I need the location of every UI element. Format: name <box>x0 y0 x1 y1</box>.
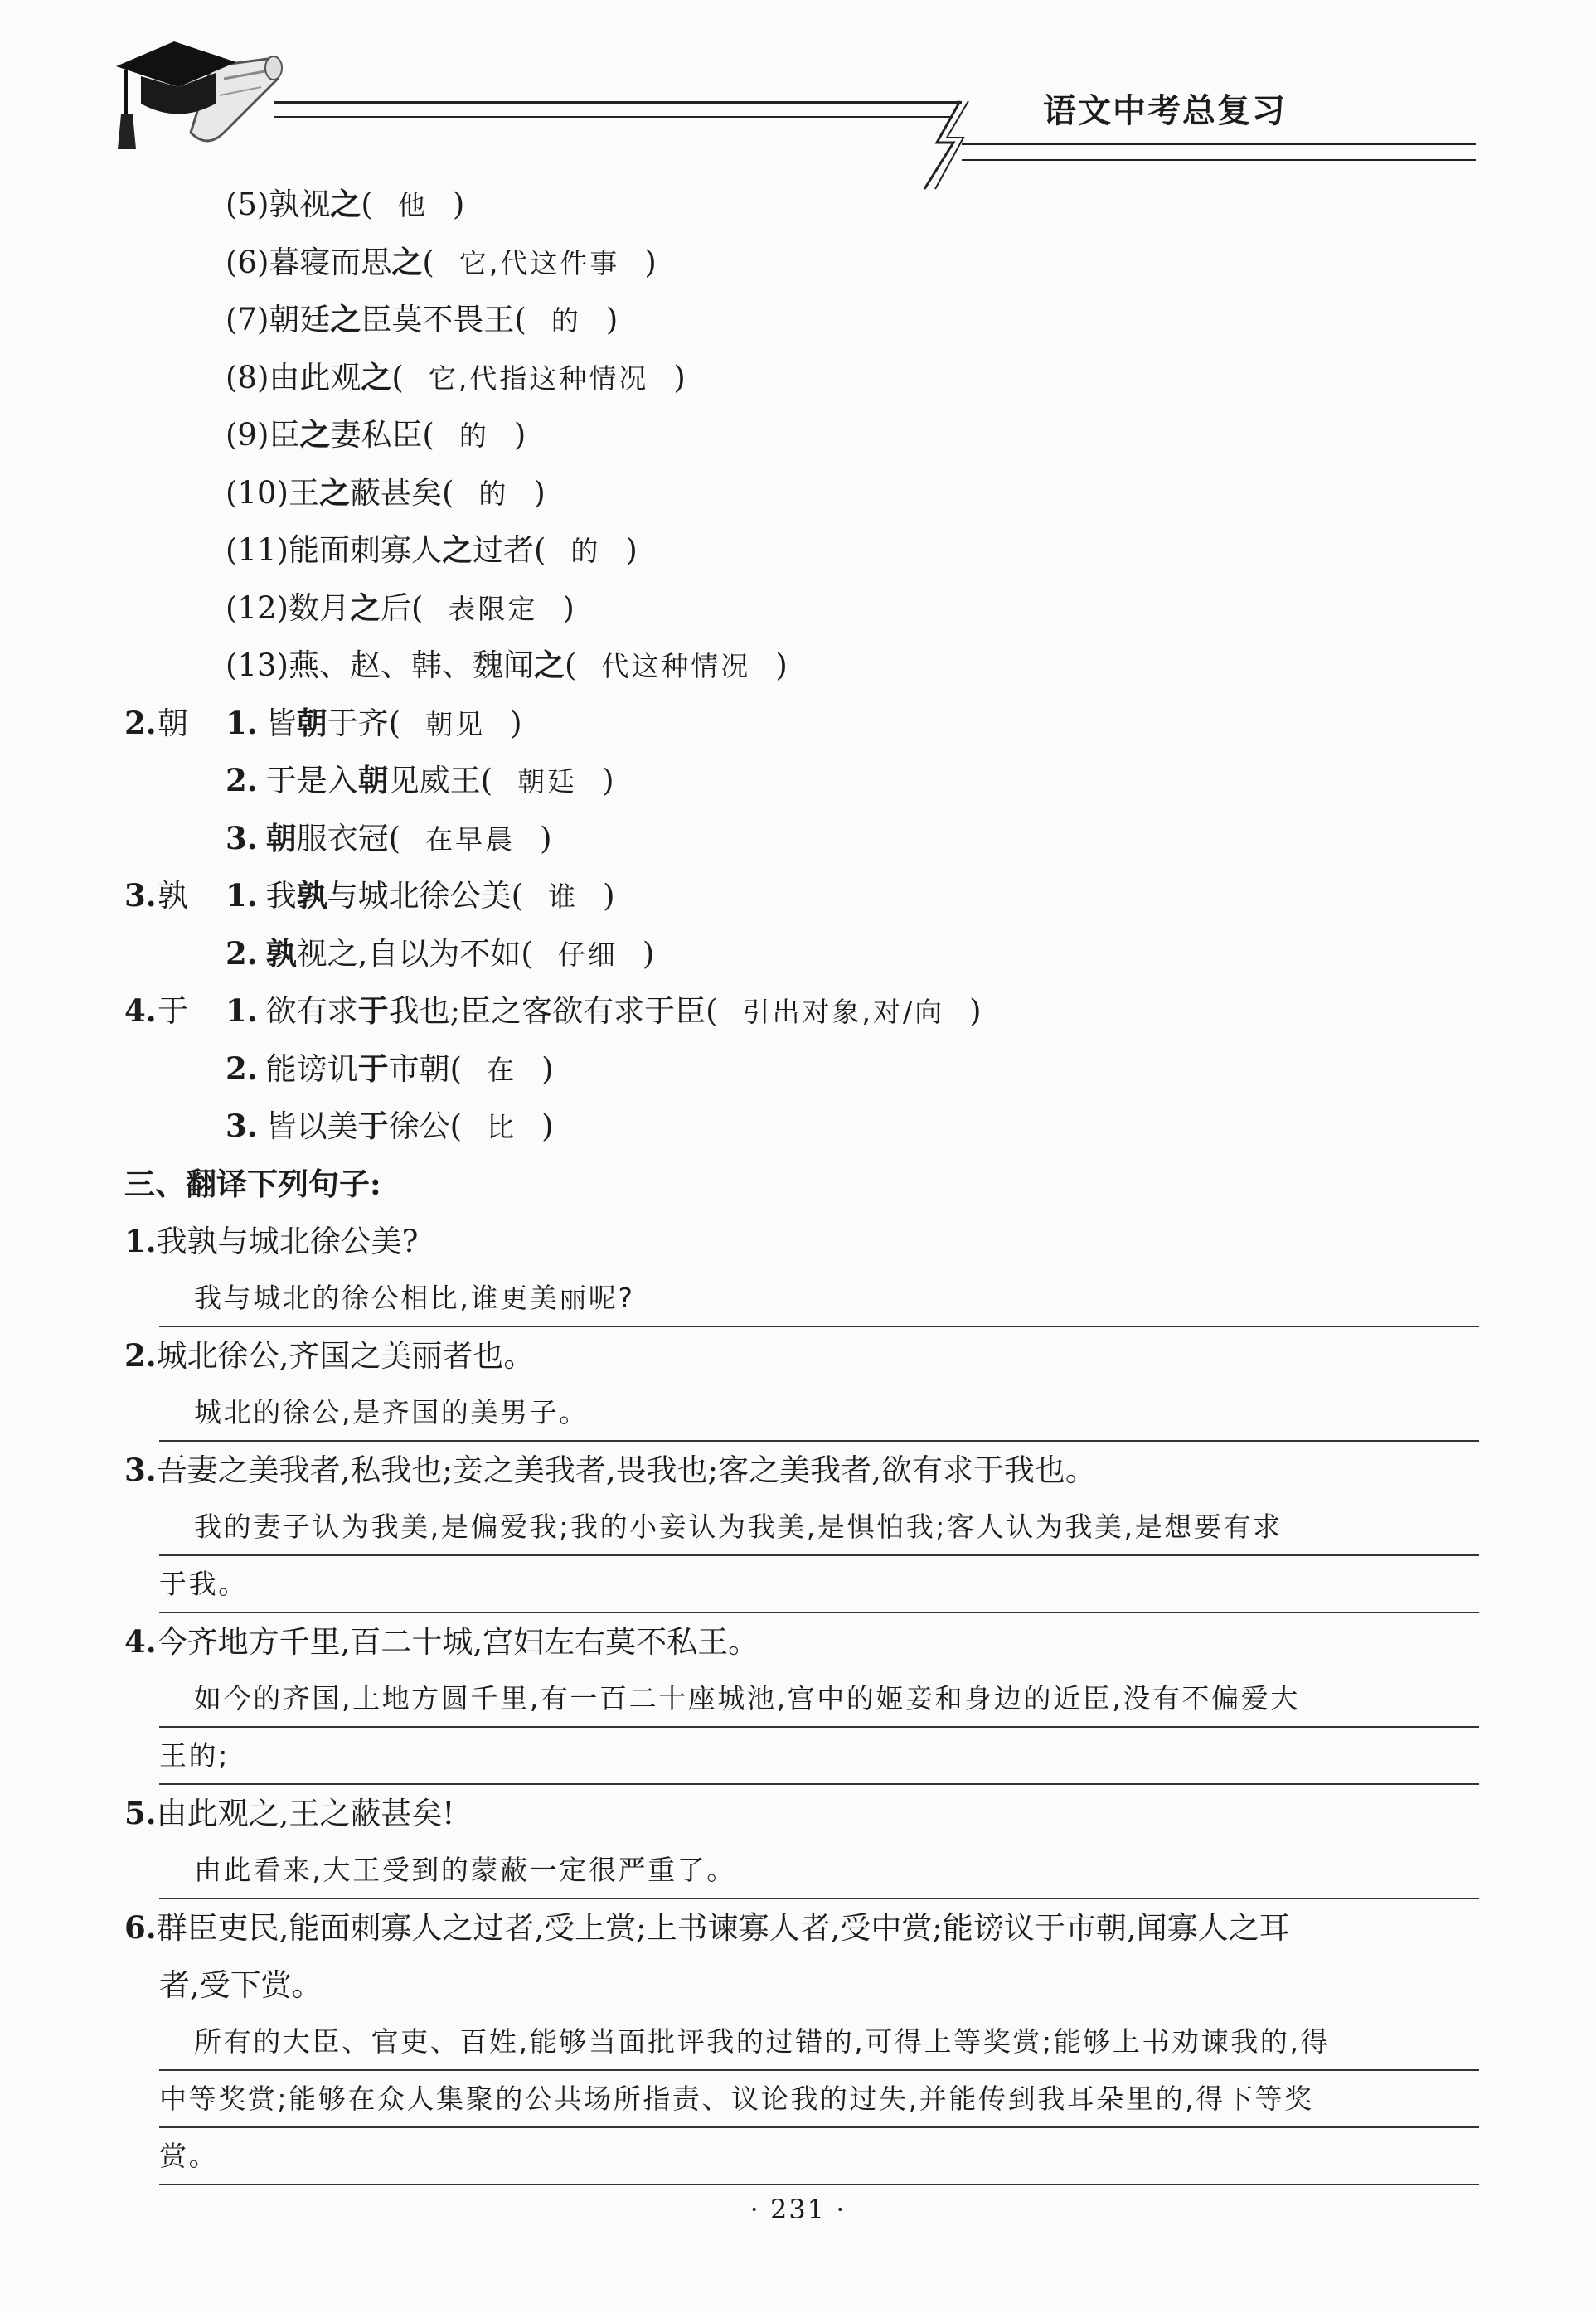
zhi-item <box>124 349 1476 407</box>
word-list <box>124 695 1476 1156</box>
sense-number: 2. <box>226 762 258 798</box>
sentence-post: 与城北徐公美( <box>327 878 524 914</box>
target-word: 于 <box>357 1050 389 1087</box>
question-text: 由此观之,王之蔽甚矣! <box>156 1796 455 1831</box>
question-number: 3. <box>124 1452 157 1488</box>
sentence-post: 臣莫不畏王( <box>361 302 526 337</box>
word-char: 朝 <box>158 705 188 741</box>
sentence-pre: 于是入 <box>265 763 358 798</box>
question-number: 6. <box>124 1909 157 1946</box>
question-text: 城北徐公,齐国之美丽者也。 <box>156 1338 535 1374</box>
sentence-pre: 我 <box>265 878 297 914</box>
close-paren: ) <box>540 820 552 856</box>
sentence-post: 妻私臣( <box>330 417 434 453</box>
answer-text: 我与城北的徐公相比,谁更美丽呢? <box>194 1282 635 1314</box>
question-number: 1. <box>124 1223 157 1259</box>
zhi-sentence <box>226 406 526 465</box>
close-paren: ) <box>642 935 655 972</box>
zhi-sentence <box>226 291 618 350</box>
close-paren: ) <box>605 302 619 337</box>
question-text: 今齐地方千里,百二十城,宫妇左右莫不私王。 <box>156 1624 759 1660</box>
close-paren: ) <box>775 647 788 683</box>
close-paren: ) <box>673 359 686 395</box>
word-char: 孰 <box>158 878 188 914</box>
question-line <box>124 1442 1476 1499</box>
close-paren: ) <box>513 417 526 453</box>
answer: 他 <box>397 189 428 221</box>
answer-line <box>159 1842 1479 1899</box>
answer-text: 我的妻子认为我美,是偏爱我;我的小妾认为我美,是惧怕我;客人认为我美,是想要有求 <box>194 1510 1283 1543</box>
answer: 表限定 <box>448 592 538 625</box>
close-paren: ) <box>541 1050 554 1087</box>
zhi-sentence <box>226 521 638 580</box>
zhi-sentence <box>226 579 575 638</box>
sentence-post: 服衣冠( <box>296 820 401 856</box>
answer-text: 王的; <box>159 1739 230 1772</box>
zhi-item <box>124 521 1476 579</box>
translation-item <box>124 1442 1476 1613</box>
target-word: 之 <box>349 589 381 626</box>
sentence-post: ( <box>564 647 577 683</box>
sentence-pre: 能谤讥 <box>265 1050 358 1087</box>
target-word: 之 <box>361 358 392 395</box>
answer-line <box>159 2014 1479 2071</box>
zhi-sentence <box>226 464 546 523</box>
sense-sentence <box>226 1040 554 1099</box>
word-number: 2. <box>124 704 157 741</box>
answer: 的 <box>570 535 601 567</box>
answer-line <box>159 1670 1479 1728</box>
question-line <box>124 1327 1476 1384</box>
sentence-pre: (6)暮寝而思 <box>226 244 392 280</box>
translation-list <box>124 1213 1476 2185</box>
content <box>124 176 1476 2185</box>
question-text: 者,受下赏。 <box>159 1967 323 2003</box>
header-title: 语文中考总复习 <box>1043 91 1287 130</box>
close-paren: ) <box>541 1108 554 1144</box>
answer-line <box>159 1556 1479 1613</box>
answer-line <box>159 2071 1479 2128</box>
word-sense-row <box>124 752 1476 810</box>
sense-number: 1. <box>226 992 258 1029</box>
header-rule <box>274 116 953 118</box>
sentence-post: 于齐( <box>327 705 401 741</box>
close-paren: ) <box>602 763 614 798</box>
target-word: 之 <box>533 647 565 683</box>
answer-line <box>159 2128 1479 2185</box>
word-sense-row <box>124 982 1476 1040</box>
target-word: 孰 <box>265 934 297 972</box>
answer-line <box>159 1384 1479 1442</box>
sentence-pre: (12)数月 <box>226 589 350 626</box>
section-title: 三、翻译下列句子: <box>124 1165 381 1202</box>
sentence-pre: (11)能面刺寡人 <box>226 532 442 568</box>
answer-text: 赏。 <box>159 2140 219 2172</box>
answer-text: 由此看来,大王受到的蒙蔽一定很严重了。 <box>194 1854 736 1886</box>
sentence-post: 市朝( <box>388 1050 463 1087</box>
sense-sentence <box>226 752 614 811</box>
zhi-sentence <box>226 349 686 408</box>
target-word: 朝 <box>357 762 389 798</box>
target-word: 之 <box>318 473 350 511</box>
header-rule <box>274 101 962 104</box>
question-number: 4. <box>124 1623 157 1660</box>
answer: 比 <box>487 1111 517 1143</box>
sentence-post: 我也;臣之客欲有求于臣( <box>388 993 718 1029</box>
sentence-pre: (7)朝廷 <box>226 302 331 337</box>
answer: 的 <box>458 419 489 452</box>
page-header <box>108 33 1476 174</box>
sentence-pre: 欲有求 <box>265 993 358 1029</box>
answer-text: 如今的齐国,土地方圆千里,有一百二十座城池,宫中的姬妾和身边的近臣,没有不偏爱大 <box>194 1682 1300 1714</box>
word-sense-row <box>124 925 1476 983</box>
sense-sentence <box>226 982 982 1041</box>
sentence-post: ( <box>422 244 434 280</box>
close-paren: ) <box>603 878 615 914</box>
sentence-pre: (8)由此观 <box>226 359 361 395</box>
close-paren: ) <box>510 705 522 741</box>
answer-line <box>159 1728 1479 1785</box>
question-number: 5. <box>124 1795 157 1831</box>
answer-text: 于我。 <box>159 1568 248 1600</box>
word-sense-row <box>124 810 1476 868</box>
word-number: 4. <box>124 992 157 1029</box>
close-paren: ) <box>644 244 657 280</box>
sentence-post: ( <box>361 187 373 222</box>
word-sense-row <box>124 1040 1476 1098</box>
question-line <box>124 1899 1476 1957</box>
target-word: 之 <box>299 416 331 453</box>
close-paren: ) <box>533 474 546 511</box>
close-paren: ) <box>625 532 638 568</box>
sense-number: 3. <box>226 1108 258 1144</box>
sentence-post: 过者( <box>472 532 546 568</box>
answer-text: 城北的徐公,是齐国的美男子。 <box>194 1396 589 1428</box>
answer: 的 <box>478 477 509 510</box>
question-line <box>124 1213 1476 1270</box>
word-sense-row <box>124 695 1476 753</box>
zhi-item <box>124 637 1476 695</box>
sentence-post: 蔽甚矣( <box>349 474 454 511</box>
translation-item <box>124 1899 1476 2185</box>
answer: 在早晨 <box>425 822 516 856</box>
translation-item <box>124 1327 1476 1442</box>
target-word: 之 <box>441 531 473 568</box>
close-paren: ) <box>969 993 982 1029</box>
zhi-item <box>124 406 1476 464</box>
zhi-item <box>124 176 1476 234</box>
answer-line <box>159 1499 1479 1556</box>
close-paren: ) <box>562 589 575 626</box>
translation-item <box>124 1613 1476 1785</box>
sentence-pre: 皆 <box>265 705 297 741</box>
zhi-sentence <box>226 176 464 235</box>
sentence-post: 后( <box>380 589 424 626</box>
answer: 仔细 <box>557 938 618 971</box>
zhi-item <box>124 234 1476 292</box>
answer-text: 中等奖赏;能够在众人集聚的公共场所指责、议论我的过失,并能传到我耳朵里的,得下等奖 <box>159 2083 1314 2115</box>
section-heading-row <box>124 1156 1476 1214</box>
sentence-pre: (13)燕、赵、韩、魏闻 <box>226 647 534 683</box>
close-paren: ) <box>452 187 465 222</box>
target-word: 之 <box>391 243 423 280</box>
sentence-pre: (10)王 <box>226 474 319 511</box>
word-char: 于 <box>158 993 188 1029</box>
sentence-post: 见威王( <box>388 763 493 798</box>
translation-item <box>124 1213 1476 1327</box>
question-line <box>124 1957 1476 2014</box>
sense-sentence <box>226 867 615 926</box>
header-rule <box>962 143 1476 145</box>
zhi-item <box>124 579 1476 638</box>
target-word: 于 <box>357 992 389 1029</box>
sentence-pre: (5)孰视 <box>226 187 331 222</box>
question-text: 群臣吏民,能面刺寡人之过者,受上赏;上书谏寡人者,受中赏;能谤议于市朝,闻寡人之耳 <box>156 1910 1290 1946</box>
answer-line <box>159 1270 1479 1327</box>
header-rule <box>962 159 1476 161</box>
target-word: 于 <box>357 1108 389 1144</box>
page-number: · 231 · <box>749 2194 847 2225</box>
answer: 在 <box>487 1053 517 1086</box>
sense-sentence <box>226 925 654 984</box>
word-sense-row <box>124 867 1476 925</box>
answer: 它,代这件事 <box>458 246 620 279</box>
answer: 朝见 <box>425 707 486 740</box>
word-number: 3. <box>124 877 157 914</box>
answer: 代这种情况 <box>601 650 751 682</box>
translation-item <box>124 1785 1476 1899</box>
target-word: 朝 <box>265 819 297 856</box>
answer: 的 <box>551 304 581 337</box>
answer: 引出对象,对/向 <box>742 996 945 1028</box>
zhi-item <box>124 291 1476 349</box>
sense-sentence <box>226 810 552 869</box>
graduation-cap-icon <box>108 33 290 166</box>
sense-number: 2. <box>226 934 258 972</box>
zhi-sentence <box>226 637 788 696</box>
sense-number: 1. <box>226 877 258 914</box>
target-word: 之 <box>330 186 361 222</box>
answer: 谁 <box>548 880 579 913</box>
sentence-pre: 皆以美 <box>265 1108 358 1144</box>
zhi-item <box>124 464 1476 522</box>
answer-text: 所有的大臣、官吏、百姓,能够当面批评我的过错的,可得上等奖赏;能够上书劝谏我的,得 <box>194 2025 1331 2058</box>
sense-number: 3. <box>226 819 258 856</box>
sense-number: 2. <box>226 1050 258 1087</box>
sentence-post: 视之,自以为不如( <box>296 935 533 972</box>
zhi-sentence <box>226 234 657 293</box>
answer: 它,代指这种情况 <box>428 361 649 395</box>
sentence-post: ( <box>391 359 404 395</box>
target-word: 孰 <box>296 877 327 914</box>
sense-sentence <box>226 695 522 754</box>
target-word: 朝 <box>296 704 327 741</box>
target-word: 之 <box>330 301 361 337</box>
sense-number: 1. <box>226 704 258 741</box>
question-text: 我孰与城北徐公美? <box>156 1224 419 1259</box>
sense-sentence <box>226 1098 554 1156</box>
question-line <box>124 1613 1476 1670</box>
question-number: 2. <box>124 1337 157 1374</box>
zhi-list <box>124 176 1476 695</box>
sentence-pre: (9)臣 <box>226 417 300 453</box>
word-sense-row <box>124 1098 1476 1156</box>
question-text: 吾妻之美我者,私我也;妾之美我者,畏我也;客之美我者,欲有求于我也。 <box>156 1452 1096 1488</box>
sentence-post: 徐公( <box>388 1108 463 1144</box>
question-line <box>124 1785 1476 1842</box>
answer: 朝廷 <box>517 765 578 798</box>
